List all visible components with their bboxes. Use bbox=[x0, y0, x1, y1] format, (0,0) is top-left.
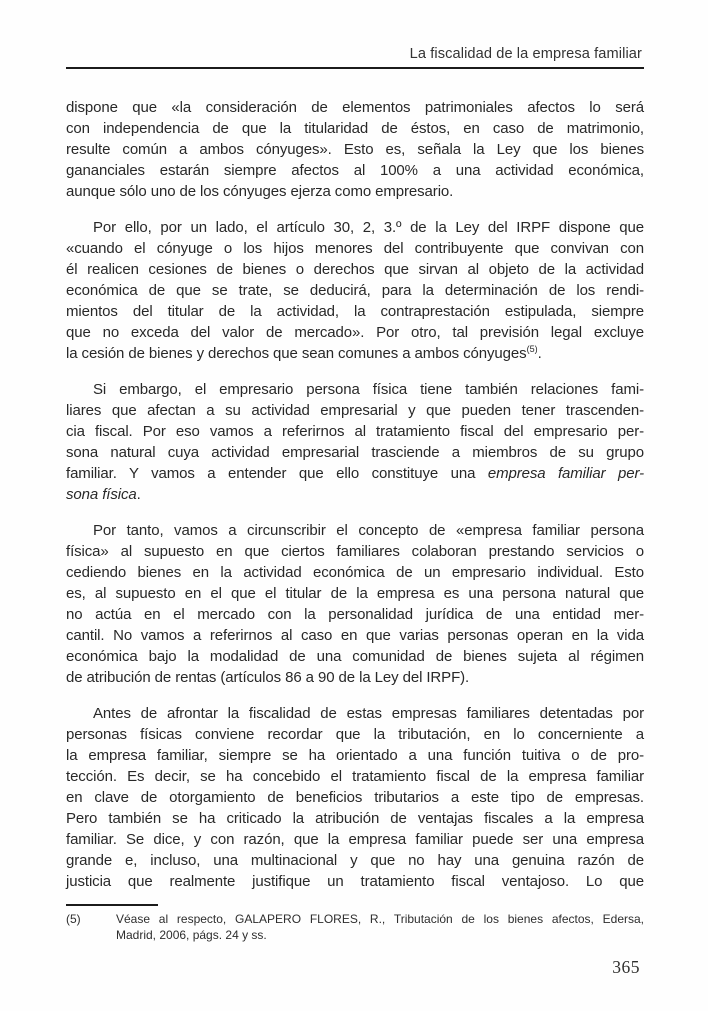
text-line: económica bajo la modalidad de una comunidad de bienes sujeta al régimen bbox=[66, 648, 644, 665]
text-line: liares que afectan a su actividad empresarial y que pueden tener trascenden- bbox=[66, 402, 644, 419]
paragraph bbox=[66, 703, 644, 892]
footnote bbox=[66, 912, 644, 943]
text-line: económica de que se trate, se deducirá, para la determinación de los rendi- bbox=[66, 282, 644, 299]
body-text bbox=[66, 97, 644, 892]
text-line: cia fiscal. Por eso vamos a referirnos al tratamiento fiscal del empresario per- bbox=[66, 423, 644, 440]
footnote-marker: (5) bbox=[66, 912, 81, 926]
text-line: dispone que «la consideración de elementos patrimoniales afectos lo será bbox=[66, 99, 644, 116]
page-number: 365 bbox=[612, 957, 640, 977]
text-line: la empresa familiar, siempre se ha orientado a una función tuitiva o de pro- bbox=[66, 747, 644, 764]
text-line: Pero también se ha criticado la atribución de ventajas fiscales a la empresa bbox=[66, 810, 644, 827]
text-line: no actúa en el mercado con la personalidad jurídica de una entidad mer- bbox=[66, 606, 644, 623]
text-line: familiar. Se dice, y con razón, que la empresa familiar puede ser una empresa bbox=[66, 831, 644, 848]
text-line: cediendo bienes en la actividad económica de un empresario individual. Esto bbox=[66, 564, 644, 581]
paragraph bbox=[66, 97, 644, 202]
text-line: cantil. No vamos a referirnos al caso en que varias personas operan en la vida bbox=[66, 627, 644, 644]
text-line: justicia que realmente justifique un tratamiento fiscal ventajoso. Lo que bbox=[66, 873, 644, 890]
text-line: él realicen cesiones de bienes o derechos que sirvan al objeto de la actividad bbox=[66, 261, 644, 278]
footnote-line: Madrid, 2006, págs. 24 y ss. bbox=[116, 927, 267, 942]
running-header-title: La fiscalidad de la empresa familiar bbox=[409, 46, 642, 62]
footnote-text bbox=[116, 912, 644, 943]
text-line: mientos del titular de la actividad, la contraprestación estipulada, siempre bbox=[66, 303, 644, 320]
text-line: Si embargo, el empresario persona física tiene también relaciones fami- bbox=[93, 381, 644, 398]
text-line: familiar. Y vamos a entender que ello constituye una empresa familiar per- bbox=[66, 465, 645, 482]
footnote-line: Véase al respecto, GALAPERO FLORES, R., Tributación de los bienes afectos, Edersa, bbox=[116, 912, 644, 926]
running-header bbox=[66, 0, 644, 69]
text-line: personas físicas conviene recordar que la tributación, en lo concerniente a bbox=[66, 726, 644, 743]
text-line: Antes de afrontar la fiscalidad de estas empresas familiares detentadas por bbox=[93, 705, 644, 722]
text-line: gananciales estarán siempre afectos al 100% a una actividad económica, bbox=[66, 162, 644, 179]
paragraph bbox=[66, 520, 644, 688]
text-line: sona física. bbox=[66, 486, 141, 503]
footnote-section bbox=[66, 904, 644, 943]
text-line: que no exceda del valor de mercado». Por otro, tal previsión legal excluye bbox=[66, 324, 644, 341]
text-line: en clave de otorgamiento de beneficios tributarios a este tipo de empresas. bbox=[66, 789, 644, 806]
text-line: la cesión de bienes y derechos que sean comunes a ambos cónyuges$^{(5)}$. bbox=[66, 344, 542, 362]
footnote-ref: (5) bbox=[526, 344, 538, 354]
text-line: Por tanto, vamos a circunscribir el concepto de «empresa familiar persona bbox=[93, 522, 644, 539]
footnote-rule bbox=[66, 904, 158, 906]
text-line: Por ello, por un lado, el artículo 30, 2, 3.º de la Ley del IRPF dispone que bbox=[93, 219, 644, 236]
page-footer bbox=[66, 957, 644, 978]
text-line: física» al supuesto en que ciertos familiares colaboran prestando servicios o bbox=[66, 543, 644, 560]
text-line: tección. Es decir, se ha concebido el tratamiento fiscal de la empresa familiar bbox=[66, 768, 644, 785]
text-line: es, al supuesto en el que el titular de la empresa es una persona natural que bbox=[66, 585, 644, 602]
text-line: con independencia de que la titularidad de éstos, en caso de matrimonio, bbox=[66, 120, 644, 137]
text-line: «cuando el cónyuge o los hijos menores del contribuyente que convivan con bbox=[66, 240, 644, 257]
text-line: resulte común a ambos cónyuges». Esto es, señala la Ley que los bienes bbox=[66, 141, 644, 158]
header-rule bbox=[66, 67, 644, 69]
text-column bbox=[66, 0, 644, 978]
paragraph bbox=[66, 217, 644, 364]
text-line: grande e, incluso, una multinacional y que no hay una genuina razón de bbox=[66, 852, 644, 869]
paragraph bbox=[66, 379, 644, 505]
text-line: de atribución de rentas (artículos 86 a 90 de la Ley del IRPF). bbox=[66, 669, 470, 686]
text-line: aunque sólo uno de los cónyuges ejerza como empresario. bbox=[66, 183, 454, 200]
text-line: sona natural cuya actividad empresarial trasciende a miembros de su grupo bbox=[66, 444, 644, 461]
